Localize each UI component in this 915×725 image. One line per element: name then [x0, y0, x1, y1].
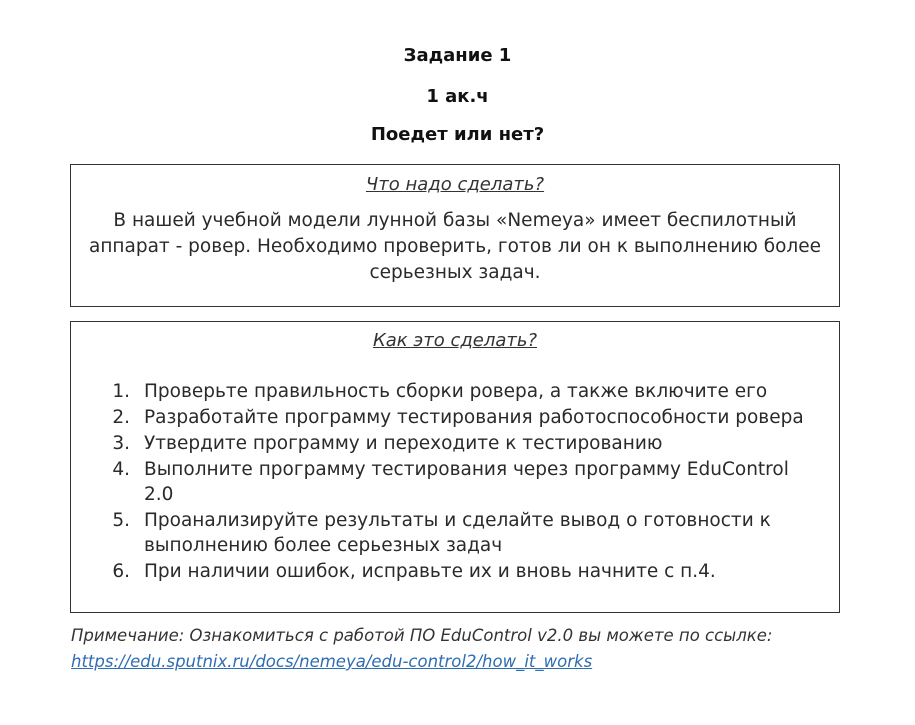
note	[71, 623, 831, 675]
task-title: Задание 1	[403, 45, 512, 66]
step-number: 3.	[112, 433, 130, 454]
list-item	[71, 559, 839, 584]
step-text: Разработайте программу тестирования работоспособности ровера	[144, 407, 804, 428]
list-item	[71, 457, 839, 507]
step-number: 2.	[112, 407, 130, 428]
task-question: Поедет или нет?	[370, 124, 545, 145]
step-text: Выполните программу тестирования через программу EduControl 2.0	[144, 459, 789, 505]
note-link[interactable]: https://edu.sputnix.ru/docs/nemeya/edu-control2/how_it_works	[71, 652, 593, 671]
step-text: Проверьте правильность сборки ровера, а также включите его	[144, 381, 768, 402]
step-number: 5.	[112, 510, 130, 531]
note-text: Примечание: Ознакомиться с работой ПО EduControl v2.0 вы можете по ссылке:	[71, 626, 773, 645]
step-text: Утвердите программу и переходите к тестированию	[144, 433, 663, 454]
what-to-do-title: Что надо сделать?	[365, 174, 545, 195]
step-text: При наличии ошибок, исправьте их и вновь начните с п.4.	[144, 561, 716, 582]
list-item	[71, 508, 839, 558]
list-item	[71, 405, 839, 430]
how-to-do-title: Как это сделать?	[372, 330, 538, 351]
step-number: 4.	[112, 459, 130, 480]
step-number: 6.	[112, 561, 130, 582]
step-number: 1.	[112, 381, 130, 402]
what-to-do-text: В нашей учебной модели лунной базы «Nemeya» имеет беспилотный аппарат - ровер. Необходимо проверить, готов ли он к выполнению более серьезных задач.	[88, 210, 822, 283]
how-to-do-box	[70, 321, 840, 613]
list-item	[71, 431, 839, 456]
what-to-do-box	[70, 164, 840, 307]
step-text: Проанализируйте результаты и сделайте вывод о готовности к выполнению более серьезных задач	[144, 510, 771, 556]
task-hours: 1 ак.ч	[426, 86, 489, 107]
steps-list	[71, 379, 839, 584]
list-item	[71, 379, 839, 404]
